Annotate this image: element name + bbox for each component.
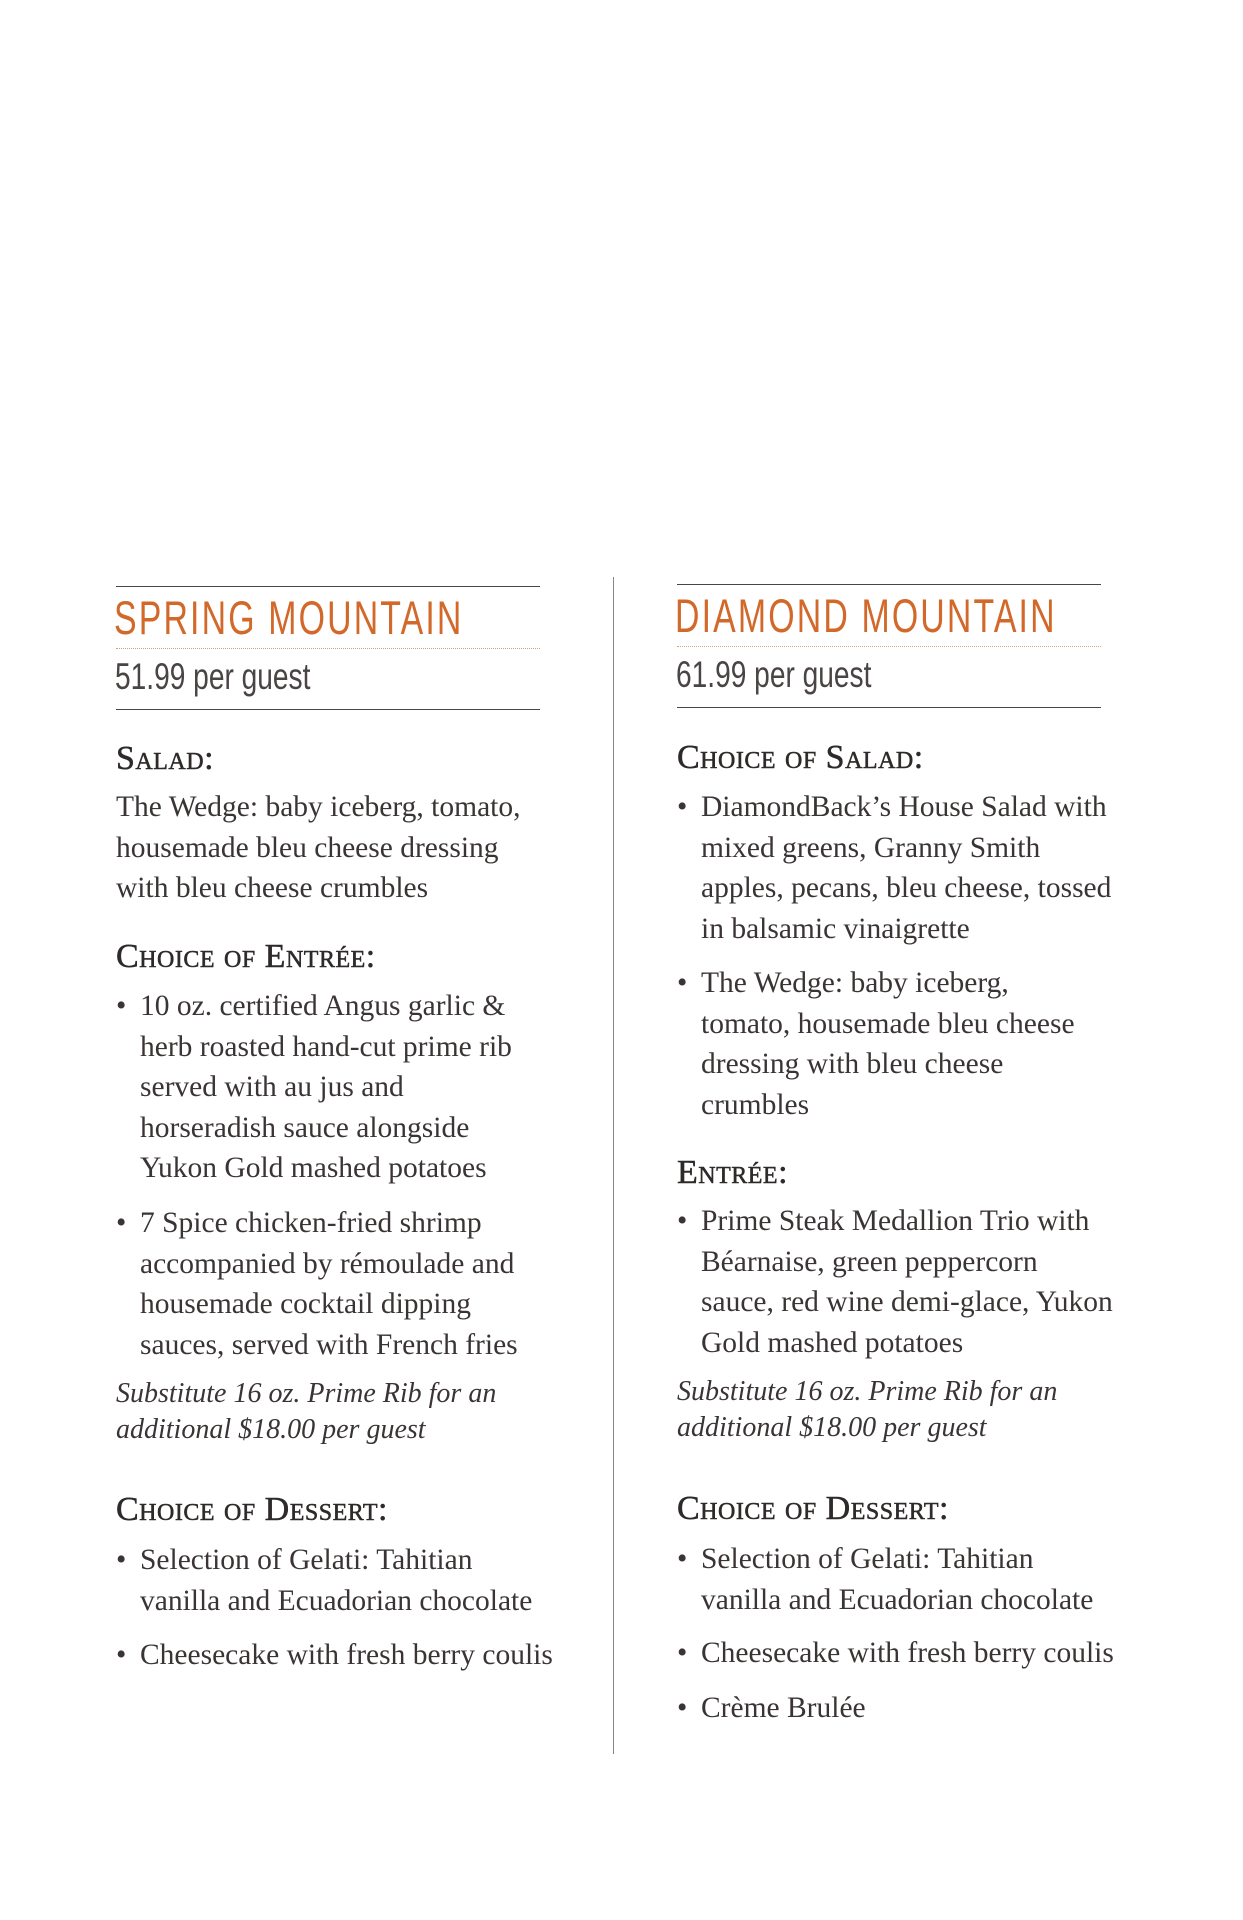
bullet-icon: • <box>677 791 688 823</box>
salad-heading: Salad: <box>116 740 215 777</box>
dessert-text: Selection of Gelati: Tahitian vanilla and Ecuadorian chocolate <box>701 1543 1094 1616</box>
dessert-heading: Choice of Dessert: <box>116 1491 388 1528</box>
dessert-item <box>677 1539 1117 1620</box>
salad-item <box>677 963 1097 1125</box>
menu-title: DIAMOND MOUNTAIN <box>675 589 1057 642</box>
menu-title: SPRING MOUNTAIN <box>114 591 464 644</box>
salad-item <box>677 787 1127 949</box>
column-divider <box>613 577 614 1754</box>
dessert-text: Crème Brulée <box>701 1692 866 1724</box>
bullet-icon: • <box>677 1692 688 1724</box>
top-rule <box>677 584 1101 585</box>
salad-heading: Choice of Salad: <box>677 739 924 776</box>
dessert-text: Cheesecake with fresh berry coulis <box>140 1639 553 1671</box>
entree-item <box>677 1201 1117 1363</box>
bullet-icon: • <box>116 1207 127 1239</box>
bullet-icon: • <box>677 1543 688 1575</box>
entree-text: Prime Steak Medallion Trio with Béarnaise, green peppercorn sauce, red wine demi-glace, Yukon Gold mashed potatoes <box>701 1205 1113 1359</box>
bullet-icon: • <box>116 990 127 1022</box>
dessert-item <box>116 1635 576 1676</box>
entree-item <box>116 1203 556 1365</box>
salad-text: The Wedge: baby iceberg, tomato, housemade bleu cheese dressing with bleu cheese crumbles <box>116 791 521 904</box>
bottom-rule <box>677 707 1101 708</box>
bullet-icon: • <box>116 1544 127 1576</box>
bullet-icon: • <box>677 967 688 999</box>
substitute-note: Substitute 16 oz. Prime Rib for an additional $18.00 per guest <box>677 1376 1058 1443</box>
dotted-divider <box>677 646 1101 647</box>
dotted-divider <box>116 648 540 649</box>
dessert-item <box>116 1540 556 1621</box>
dessert-text: Cheesecake with fresh berry coulis <box>701 1637 1114 1669</box>
entree-item <box>116 986 546 1189</box>
entree-text: 7 Spice chicken-fried shrimp accompanied by rémoulade and housemade cocktail dipping sauces, served with French fries <box>140 1207 518 1361</box>
dessert-text: Selection of Gelati: Tahitian vanilla and Ecuadorian chocolate <box>140 1544 533 1617</box>
spring-mountain-menu <box>114 0 553 1920</box>
top-rule <box>116 586 540 587</box>
dessert-item <box>677 1633 1137 1674</box>
bottom-rule <box>116 709 540 710</box>
dessert-item <box>677 1688 1117 1729</box>
entree-heading: Choice of Entrée: <box>116 938 376 975</box>
bullet-icon: • <box>116 1639 127 1671</box>
bullet-icon: • <box>677 1205 688 1237</box>
entree-text: 10 oz. certified Angus garlic & herb roasted hand-cut prime rib served with au jus and horseradish sauce alongside Yukon Gold mashed potatoes <box>140 990 512 1184</box>
substitute-note: Substitute 16 oz. Prime Rib for an additional $18.00 per guest <box>116 1378 497 1445</box>
salad-text: DiamondBack’s House Salad with mixed greens, Granny Smith apples, pecans, bleu cheese, tossed in balsamic vinaigrette <box>701 791 1112 945</box>
entree-heading: Entrée: <box>677 1154 789 1191</box>
diamond-mountain-menu <box>675 0 1114 1920</box>
menu-price: 51.99 per guest <box>115 656 311 697</box>
dessert-heading: Choice of Dessert: <box>677 1490 949 1527</box>
menu-price: 61.99 per guest <box>676 654 872 695</box>
bullet-icon: • <box>677 1637 688 1669</box>
salad-text: The Wedge: baby iceberg, tomato, housemade bleu cheese dressing with bleu cheese crumbles <box>701 967 1075 1121</box>
